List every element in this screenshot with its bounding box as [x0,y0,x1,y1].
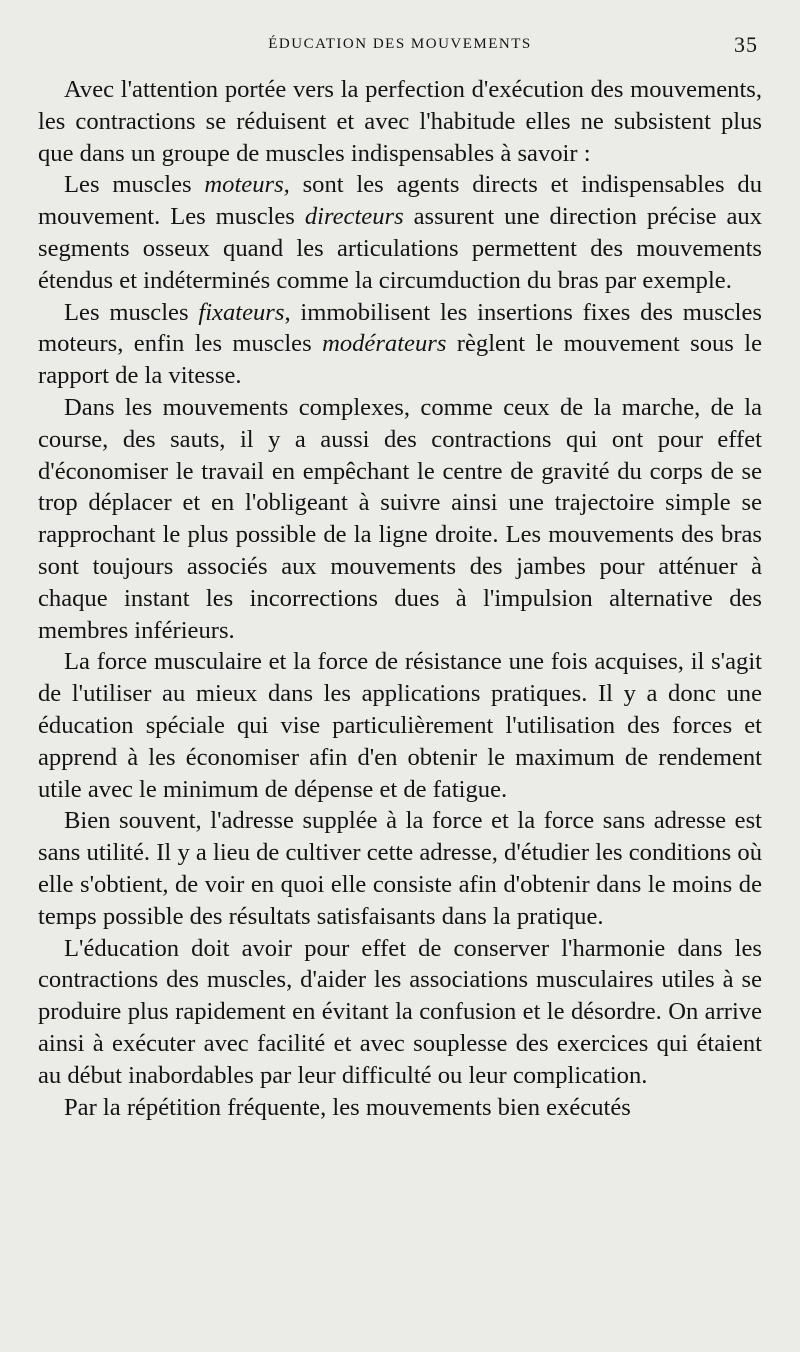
text-run: Les muscles [64,298,199,326]
text-run: L'éducation doit avoir pour effet de conserver l'harmonie dans les contractions des muscles, d'aider les associations musculaires utiles à se produire plus rapidement en évitant la confusion et le désordre. On arrive ainsi à exécuter avec facilité et avec souplesse des exercices qui étaient au début inabordables par leur difficulté ou leur complication. [38,934,762,1089]
text-run: Par la répétition fréquente, les mouvements bien exécutés [64,1093,631,1121]
italic-term: fixateurs [198,298,285,326]
paragraph-1 [38,74,762,169]
paragraph-4 [38,392,762,646]
text-run: La force musculaire et la force de résistance une fois acquises, il s'agit de l'utiliser au mieux dans les applications pratiques. Il y a donc une éducation spéciale qui vise particulièrement l'utilisation des forces et apprend à les économiser afin d'en obtenir le maximum de rendement utile avec le minimum de dépense et de fatigue. [38,648,762,803]
paragraph-5 [38,646,762,805]
text-run: , immobilisent les insertions fixes des muscles moteurs, enfin les muscles [38,298,762,358]
text-run: Bien souvent, l'adresse supplée à la force et la force sans adresse est sans utilité. Il y a lieu de cultiver cette adresse, d'étudier les conditions où elle s'obtient, de voir en quoi elle consiste afin d'obtenir dans le moins de temps possible des résultats satisfaisants dans la pratique. [38,807,762,930]
text-run: Les muscles [64,171,205,199]
paragraph-8 [38,1092,762,1124]
text-run: règlent le mouvement sous le rapport de la vitesse. [38,330,763,390]
text-run: sont les agents directs et indispensables du mouvement. Les muscles [38,171,763,231]
paragraph-3 [38,297,762,392]
italic-term: moteurs, [204,171,290,199]
italic-term: directeurs [304,203,404,231]
text-run: Avec l'attention portée vers la perfection d'exécution des mouvements, les contractions se réduisent et avec l'habitude elles ne subsistent plus que dans un groupe de muscles indispensables à savoir : [38,76,762,167]
running-title: ÉDUCATION DES MOUVEMENTS [268,36,532,52]
paragraph-2 [38,169,762,296]
text-run: assurent une direction précise aux segments osseux quand les articulations permettent des mouvements étendus et indéterminés comme la circumduction du bras par exemple. [38,203,762,294]
paragraph-6 [38,805,762,932]
page-number: 35 [734,32,758,57]
running-head [38,30,762,70]
paragraph-7 [38,933,762,1092]
text-run: Dans les mouvements complexes, comme ceux de la marche, de la course, des sauts, il y a aussi des contractions qui ont pour effet d'économiser le travail en empêchant le centre de gravité du corps de se trop déplacer et en l'obligeant à suivre ainsi une trajectoire simple se rapprochant le plus possible de la ligne droite. Les mouvements des bras sont toujours associés aux mouvements des jambes pour atténuer à chaque instant les incorrections dues à l'impulsion alternative des membres inférieurs. [38,393,762,644]
body-text [38,74,762,1123]
italic-term: modérateurs [322,330,447,358]
